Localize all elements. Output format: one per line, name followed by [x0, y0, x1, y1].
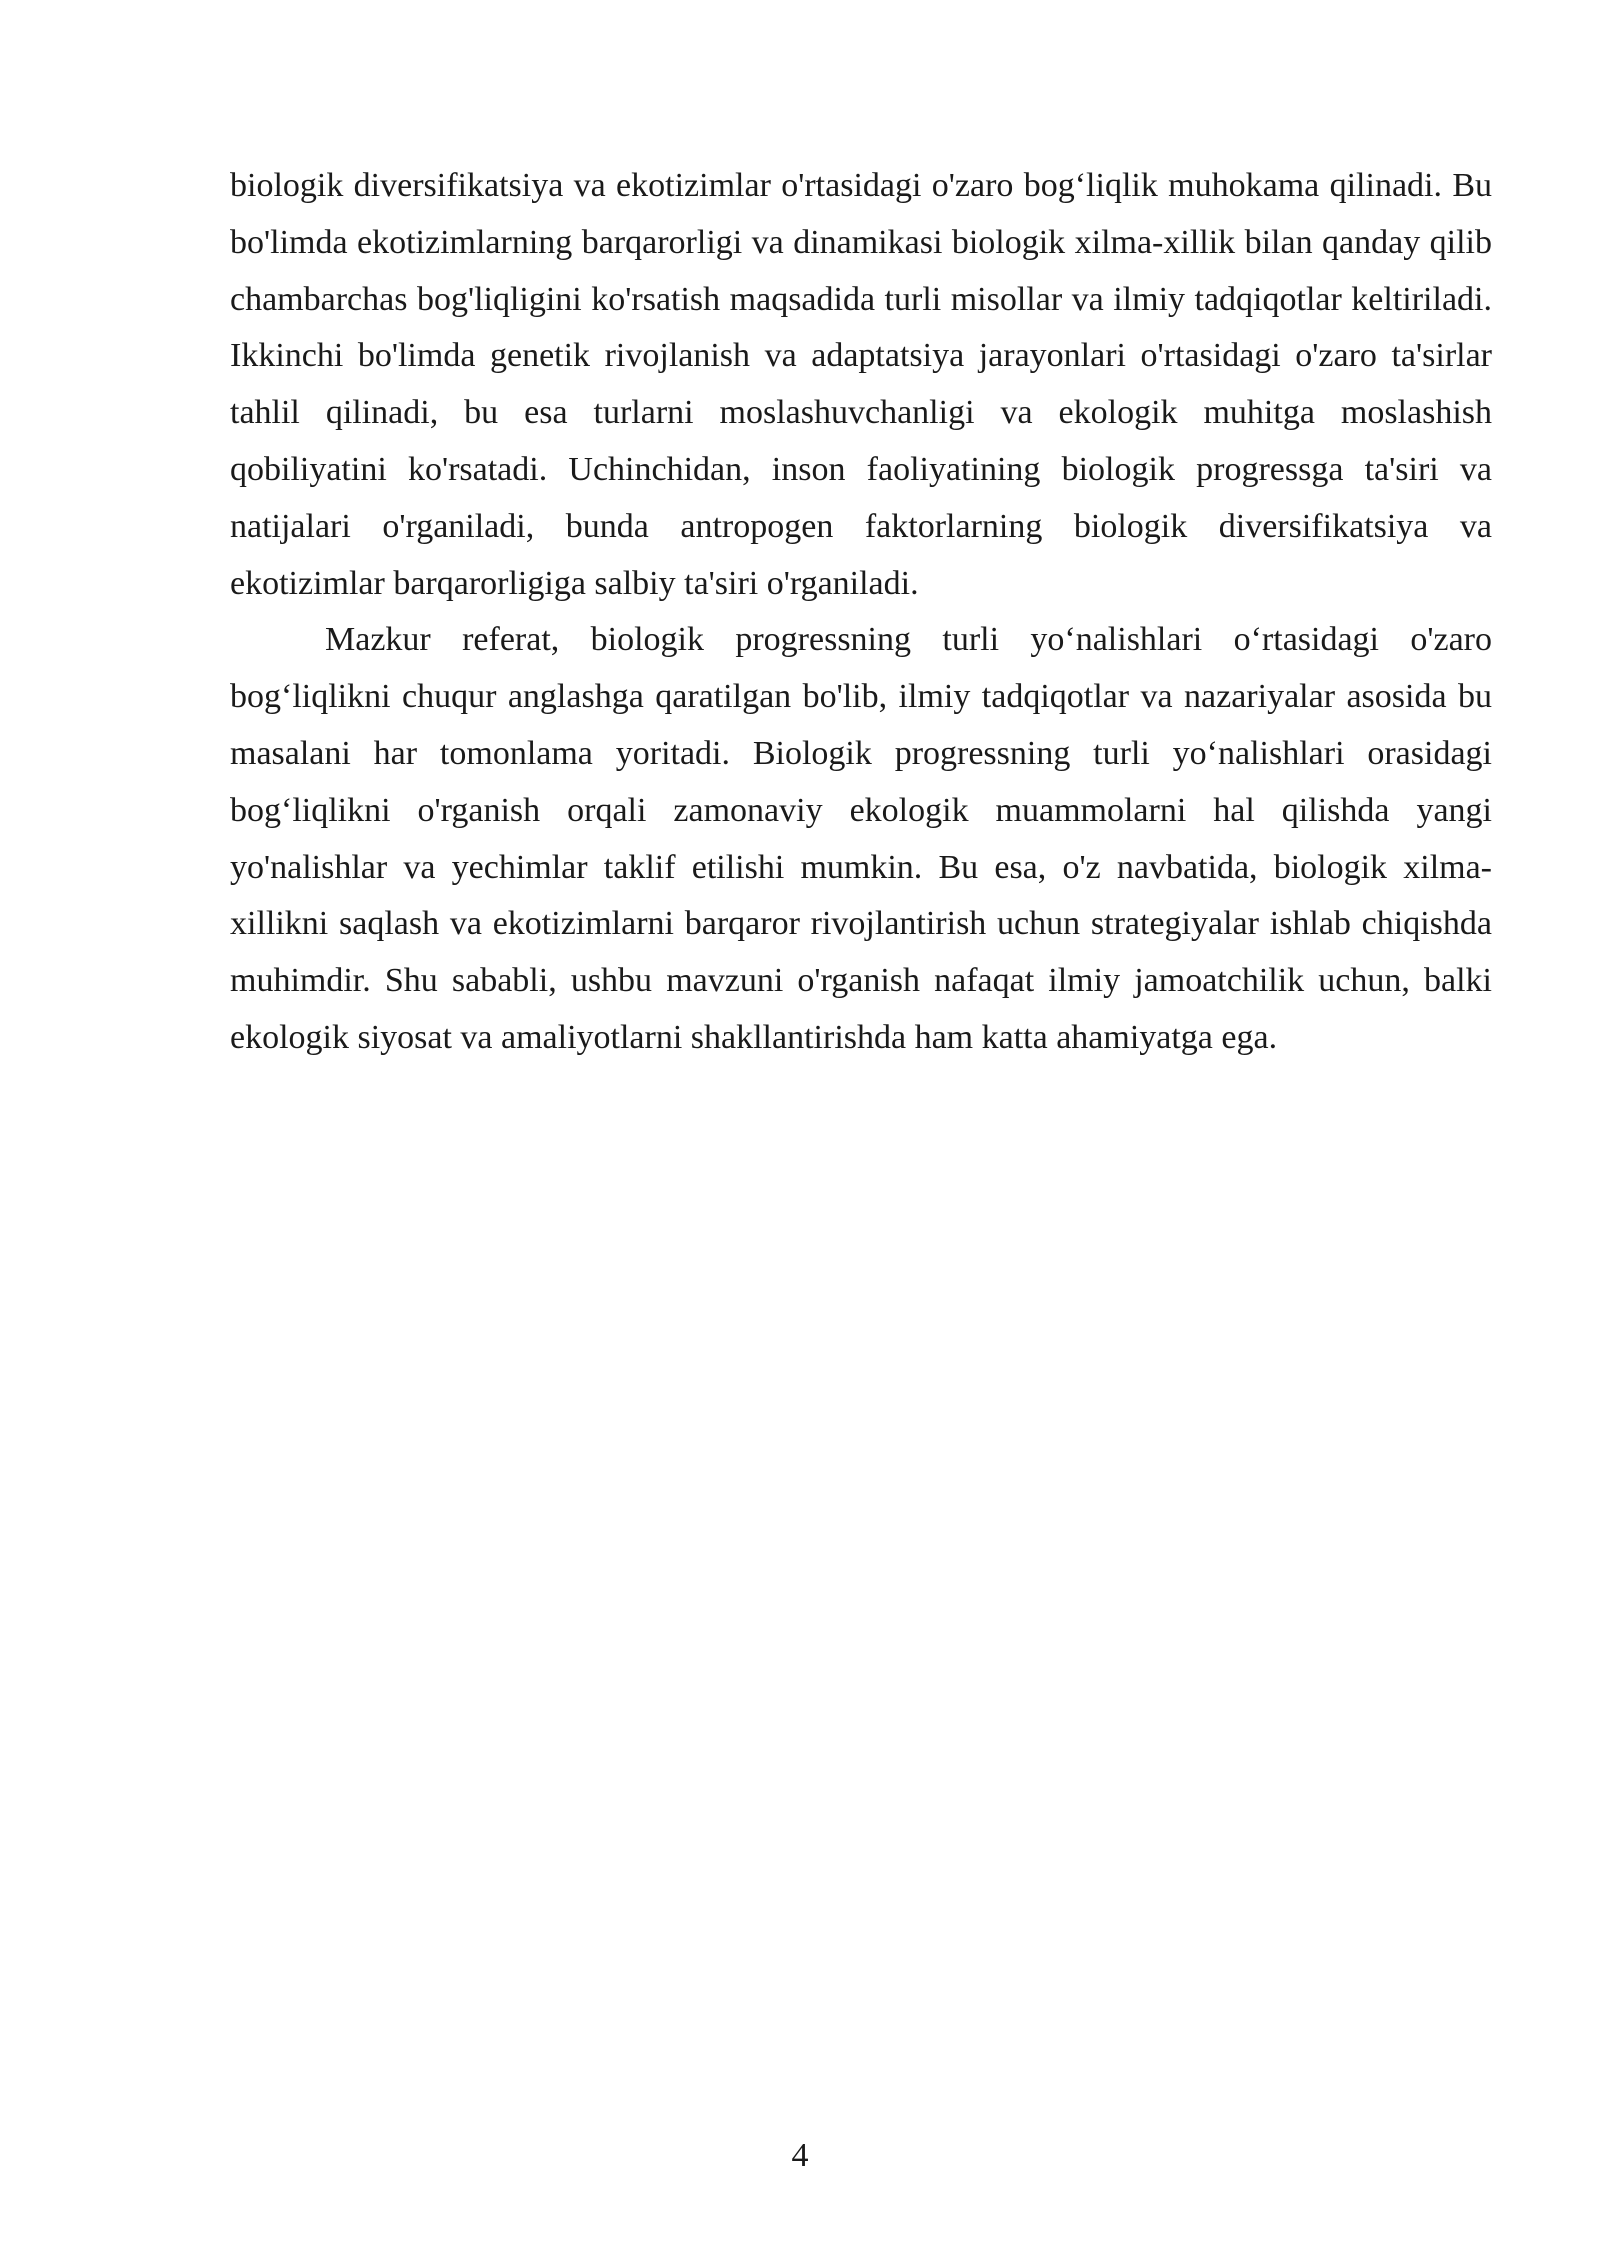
- page-number: 4: [791, 2137, 809, 2174]
- paragraph-continuation: biologik diversifikatsiya va ekotizimlar o'rtasidagi o'zaro bog‘liqlik muhokama qilinadi. Bu bo'limda ekotizimlarning barqarorligi va dinamikasi biologik xilma-xillik bilan qanday qilib chambarchas bog'liqligini ko'rsatish maqsadida turli misollar va ilmiy tadqiqotlar keltiriladi. Ikkinchi bo'limda genetik rivojlanish va adaptatsiya jarayonlari o'rtasidagi o'zaro ta'sirlar tahlil qilinadi, bu esa turlarni moslashuvchanligi va ekologik muhitga moslashish qobiliyatini ko'rsatadi. Uchinchidan, inson faoliyatining biologik progressga ta'siri va natijalari o'rganiladi, bunda antropogen faktorlarning biologik diversifikatsiya va ekotizimlar barqarorligiga salbiy ta'siri o'rganiladi.: [230, 167, 1492, 602]
- body-text: [230, 158, 1492, 1067]
- paragraph-mazkur-referat: Mazkur referat, biologik progressning turli yo‘nalishlari o‘rtasidagi o'zaro bog‘liqlikni chuqur anglashga qaratilgan bo'lib, ilmiy tadqiqotlar va nazariyalar asosida bu masalani har tomonlama yoritadi. Biologik progressning turli yo‘nalishlari orasidagi bog‘liqlikni o'rganish orqali zamonaviy ekologik muammolarni hal qilishda yangi yo'nalishlar va yechimlar taklif etilishi mumkin. Bu esa, o'z navbatida, biologik xilma-xillikni saqlash va ekotizimlarni barqaror rivojlantirish uchun strategiyalar ishlab chiqishda muhimdir. Shu sababli, ushbu mavzuni o'rganish nafaqat ilmiy jamoatchilik uchun, balki ekologik siyosat va amaliyotlarni shakllantirishda ham katta ahamiyatga ega.: [230, 621, 1492, 1056]
